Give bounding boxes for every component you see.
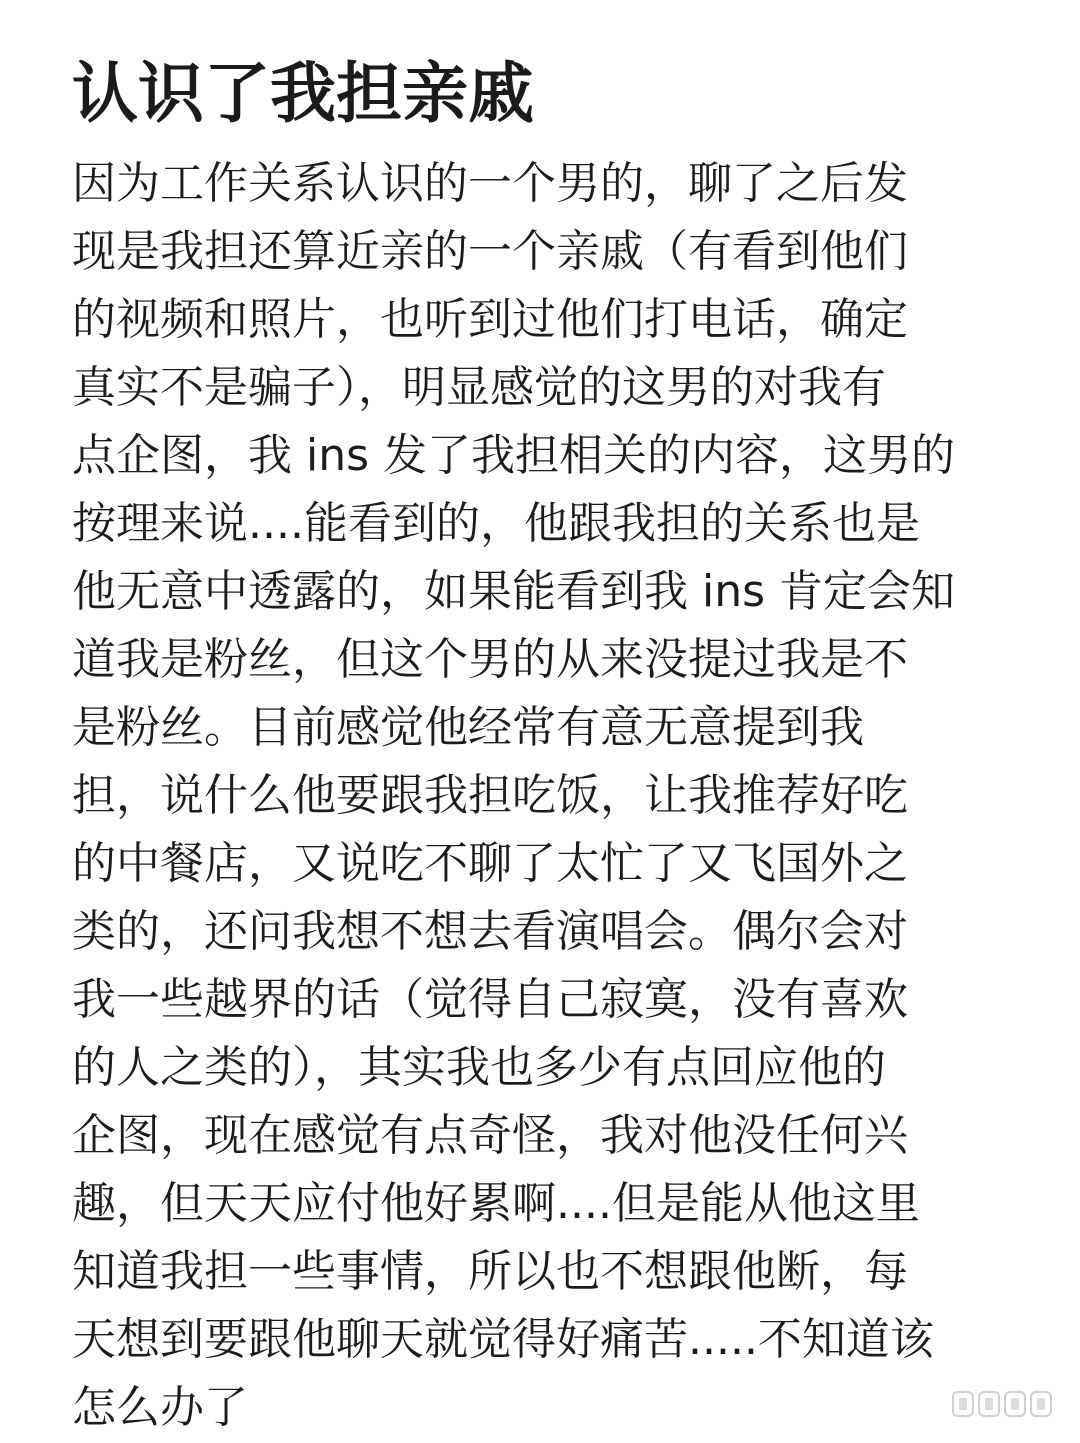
body-line: 类的，还问我想不想去看演唱会。偶尔会对 xyxy=(72,906,908,957)
body-line: 按理来说....能看到的，他跟我担的关系也是 xyxy=(72,498,920,549)
body-line: 企图，现在感觉有点奇怪，我对他没任何兴 xyxy=(72,1110,908,1161)
body-line: 的视频和照片，也听到过他们打电话，确定 xyxy=(72,294,908,345)
body-line: 真实不是骗子），明显感觉的这男的对我有 xyxy=(72,362,886,413)
body-line: 他无意中透露的，如果能看到我 ins 肯定会知 xyxy=(72,566,956,617)
post-body xyxy=(72,150,1012,1442)
body-line: 现是我担还算近亲的一个亲戚（有看到他们 xyxy=(72,226,908,277)
body-line: 趣，但天天应付他好累啊....但是能从他这里 xyxy=(72,1178,920,1229)
body-line: 的人之类的），其实我也多少有点回应他的 xyxy=(72,1042,886,1093)
body-line: 我一些越界的话（觉得自己寂寞，没有喜欢 xyxy=(72,974,908,1025)
body-line: 的中餐店，又说吃不聊了太忙了又飞国外之 xyxy=(72,838,908,889)
post-container xyxy=(72,0,1012,1442)
body-line: 点企图，我 ins 发了我担相关的内容，这男的 xyxy=(72,430,956,481)
watermark-glyph-icon xyxy=(1030,1391,1052,1417)
body-line: 担，说什么他要跟我担吃饭，让我推荐好吃 xyxy=(72,770,908,821)
body-line: 因为工作关系认识的一个男的，聊了之后发 xyxy=(72,158,908,209)
watermark-glyph-icon xyxy=(978,1391,1000,1417)
body-line: 知道我担一些事情，所以也不想跟他断，每 xyxy=(72,1246,908,1297)
body-line: 天想到要跟他聊天就觉得好痛苦.....不知道该 xyxy=(72,1314,934,1365)
post-title: 认识了我担亲戚 xyxy=(72,55,534,132)
body-line: 道我是粉丝，但这个男的从来没提过我是不 xyxy=(72,634,908,685)
watermark-glyph-icon xyxy=(952,1391,974,1417)
watermark-glyph-icon xyxy=(1004,1391,1026,1417)
body-line: 是粉丝。目前感觉他经常有意无意提到我 xyxy=(72,702,864,753)
watermark-logo xyxy=(952,1391,1052,1417)
body-line: 怎么办了 xyxy=(72,1382,248,1433)
